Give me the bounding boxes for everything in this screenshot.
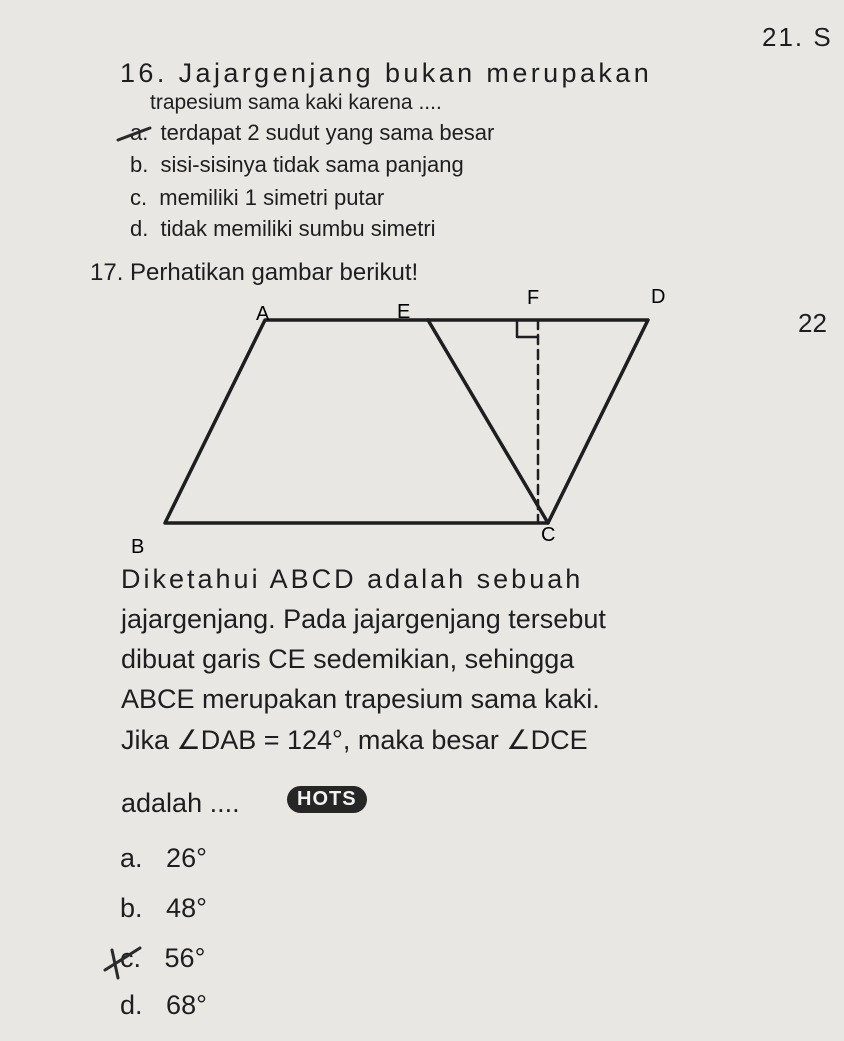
q17-option-b-letter: b. — [120, 893, 143, 923]
q16-option-d-text: tidak memiliki sumbu simetri — [160, 216, 436, 241]
q17-para-line4: ABCE merupakan trapesium sama kaki. — [121, 684, 600, 714]
q22-number: 22 — [798, 308, 827, 338]
label-e: E — [397, 301, 411, 323]
q17-number: 17. — [90, 259, 124, 286]
q17-option-d-text: 68° — [166, 990, 207, 1020]
q16-option-c-letter: c. — [130, 185, 148, 210]
q16-option-b-text: sisi-sisinya tidak sama panjang — [160, 152, 464, 177]
q16-stem-line2: trapesium sama kaki karena .... — [150, 91, 442, 114]
q17-option-d-letter: d. — [120, 990, 143, 1020]
q16-option-c-text: memiliki 1 simetri putar — [159, 185, 385, 210]
label-f: F — [527, 287, 540, 309]
q16-option-a-text: terdapat 2 sudut yang sama besar — [160, 120, 495, 145]
q16-option-b-letter: b. — [130, 152, 149, 177]
q16-option-d-letter: d. — [130, 216, 149, 241]
q17-option-a-letter: a. — [120, 843, 143, 873]
label-b: B — [131, 536, 145, 558]
q16-number: 16. — [120, 58, 168, 88]
q17-para-line1: Diketahui ABCD adalah sebuah — [121, 564, 584, 594]
cross-mark-q16-a — [118, 128, 150, 140]
cross-mark-q17-c — [105, 948, 140, 978]
q17-option-c-text: 56° — [164, 943, 206, 973]
q16-stem-text: Jajargenjang bukan merupakan — [178, 58, 653, 88]
q16-option-a-letter: a. — [130, 120, 149, 145]
q17-intro-text: Perhatikan gambar berikut! — [130, 259, 419, 286]
q21-number: 21. — [762, 22, 805, 52]
label-c: C — [541, 524, 556, 546]
q17-option-c-letter: c. — [120, 943, 142, 973]
q17-option-b-text: 48° — [166, 893, 207, 923]
label-d: D — [651, 286, 666, 308]
q17-para-line3: dibuat garis CE sedemikian, sehingga — [121, 644, 575, 674]
q17-para-line6: adalah .... — [121, 788, 240, 818]
q21-fragment: S — [813, 22, 833, 52]
q17-para-line5: Jika ∠DAB = 124°, maka besar ∠DCE — [121, 725, 588, 755]
q17-para-line2: jajargenjang. Pada jajargenjang tersebut — [121, 604, 606, 634]
q17-option-a-text: 26° — [166, 843, 207, 873]
label-a: A — [256, 303, 270, 325]
hots-badge: HOTS — [287, 786, 367, 813]
